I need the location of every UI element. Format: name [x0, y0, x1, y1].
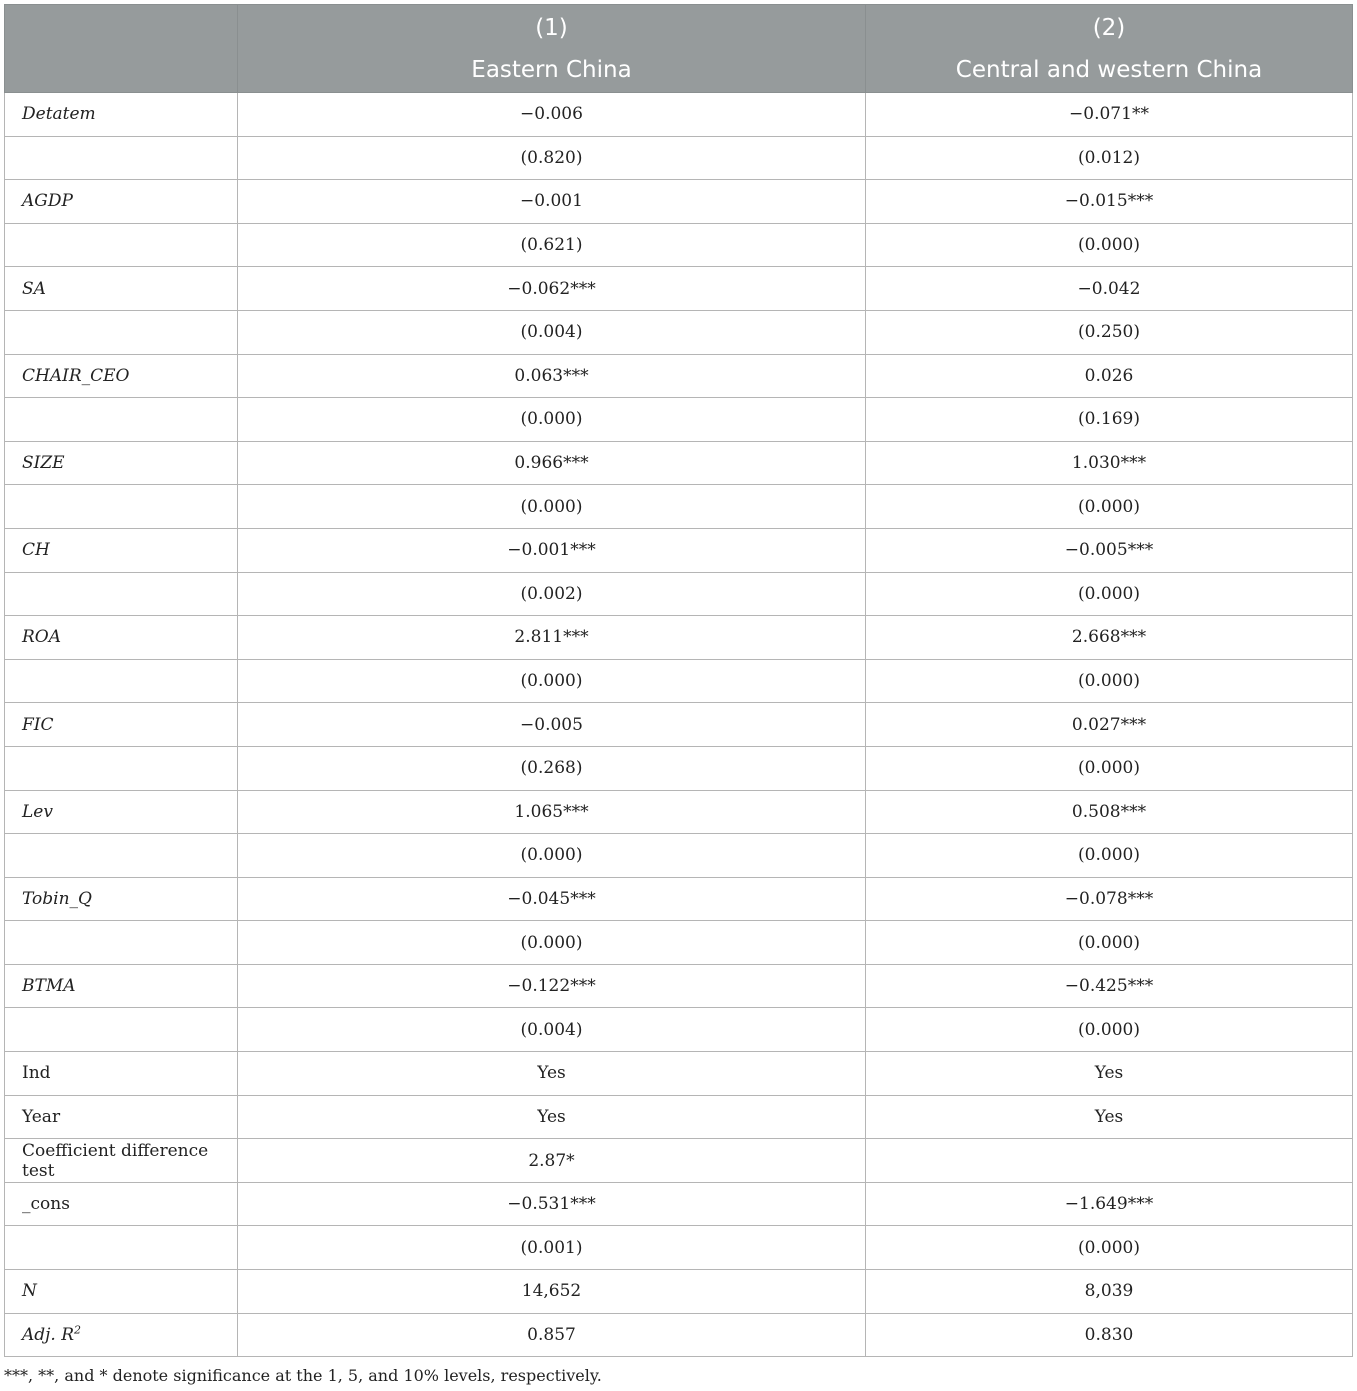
- row-value-col2: 0.830: [866, 1313, 1353, 1357]
- row-label: [5, 659, 238, 703]
- table-row: [5, 1270, 1353, 1314]
- table-row: [5, 572, 1353, 616]
- row-label: [5, 1226, 238, 1270]
- row-value-col2: −0.425***: [866, 964, 1353, 1008]
- row-value-col1: −0.062***: [238, 267, 866, 311]
- table-row: [5, 310, 1353, 354]
- row-label: SIZE: [5, 441, 238, 485]
- row-label: Coefficient difference test: [5, 1139, 238, 1183]
- table-row: [5, 1139, 1353, 1183]
- table-row: [5, 921, 1353, 965]
- header-column-1: [238, 5, 866, 93]
- row-value-col1: −0.006: [238, 93, 866, 137]
- table-row-adj-r2: [5, 1313, 1353, 1357]
- row-value-col2: −0.071**: [866, 93, 1353, 137]
- row-value-col1: (0.820): [238, 136, 866, 180]
- row-value-col1: 0.966***: [238, 441, 866, 485]
- row-value-col1: 0.063***: [238, 354, 866, 398]
- table-row: [5, 834, 1353, 878]
- row-label: [5, 1313, 238, 1357]
- row-value-col1: 2.811***: [238, 616, 866, 660]
- table-row: [5, 1226, 1353, 1270]
- row-value-col1: −0.005: [238, 703, 866, 747]
- row-value-col2: (0.000): [866, 746, 1353, 790]
- row-value-col2: −0.015***: [866, 180, 1353, 224]
- row-value-col1: (0.002): [238, 572, 866, 616]
- row-label: Ind: [5, 1052, 238, 1096]
- row-label: [5, 398, 238, 442]
- row-label: [5, 1008, 238, 1052]
- row-label: Lev: [5, 790, 238, 834]
- row-value-col1: −0.001***: [238, 528, 866, 572]
- row-label: Year: [5, 1095, 238, 1139]
- row-label: [5, 921, 238, 965]
- row-value-col1: (0.000): [238, 485, 866, 529]
- adj-r2-superscript: 2: [74, 1323, 82, 1337]
- row-label: N: [5, 1270, 238, 1314]
- row-label: [5, 572, 238, 616]
- row-value-col1: −0.122***: [238, 964, 866, 1008]
- row-value-col2: (0.000): [866, 572, 1353, 616]
- row-value-col2: −0.005***: [866, 528, 1353, 572]
- header-column-2-number: (2): [1092, 14, 1126, 41]
- row-value-col2: −0.078***: [866, 877, 1353, 921]
- row-value-col2: (0.250): [866, 310, 1353, 354]
- row-label: [5, 310, 238, 354]
- row-label: BTMA: [5, 964, 238, 1008]
- row-value-col1: (0.004): [238, 1008, 866, 1052]
- row-value-col1: −0.001: [238, 180, 866, 224]
- table-footnote: ***, **, and * denote significance at the 1, 5, and 10% levels, respectively.: [4, 1366, 602, 1385]
- table-header: [5, 5, 1353, 93]
- row-value-col1: Yes: [238, 1095, 866, 1139]
- header-column-2: [866, 5, 1353, 93]
- row-value-col1: (0.000): [238, 398, 866, 442]
- table-row: [5, 441, 1353, 485]
- row-label: AGDP: [5, 180, 238, 224]
- row-value-col2: (0.169): [866, 398, 1353, 442]
- table-row: [5, 964, 1353, 1008]
- table-body: [5, 93, 1353, 1357]
- row-value-col1: (0.621): [238, 223, 866, 267]
- row-value-col1: 0.857: [238, 1313, 866, 1357]
- row-value-col1: (0.000): [238, 921, 866, 965]
- row-label: [5, 834, 238, 878]
- table-row: [5, 659, 1353, 703]
- row-value-col2: 0.027***: [866, 703, 1353, 747]
- table-row: [5, 1182, 1353, 1226]
- table-row: [5, 398, 1353, 442]
- row-value-col1: 2.87*: [238, 1139, 866, 1183]
- row-label: Tobin_Q: [5, 877, 238, 921]
- row-label: SA: [5, 267, 238, 311]
- row-value-col1: (0.001): [238, 1226, 866, 1270]
- table-row: [5, 746, 1353, 790]
- table-row: [5, 354, 1353, 398]
- row-label: [5, 746, 238, 790]
- row-value-col2: 0.508***: [866, 790, 1353, 834]
- row-value-col2: (0.000): [866, 1008, 1353, 1052]
- row-value-col1: (0.000): [238, 834, 866, 878]
- row-value-col2: 2.668***: [866, 616, 1353, 660]
- table-row: [5, 93, 1353, 137]
- table-row: [5, 1008, 1353, 1052]
- table-row: [5, 877, 1353, 921]
- table-row: [5, 485, 1353, 529]
- row-value-col2: Yes: [866, 1095, 1353, 1139]
- row-value-col1: (0.004): [238, 310, 866, 354]
- row-value-col2: [866, 1139, 1353, 1183]
- row-value-col1: 1.065***: [238, 790, 866, 834]
- table-row: [5, 1095, 1353, 1139]
- row-value-col2: (0.000): [866, 921, 1353, 965]
- row-value-col1: (0.268): [238, 746, 866, 790]
- row-value-col1: Yes: [238, 1052, 866, 1096]
- header-column-2-name: Central and western China: [955, 56, 1263, 83]
- row-value-col2: 8,039: [866, 1270, 1353, 1314]
- row-value-col2: 0.026: [866, 354, 1353, 398]
- row-label: [5, 223, 238, 267]
- row-label: CHAIR_CEO: [5, 354, 238, 398]
- row-value-col2: (0.000): [866, 834, 1353, 878]
- header-column-1-name: Eastern China: [471, 56, 632, 83]
- row-value-col2: (0.000): [866, 223, 1353, 267]
- row-label: _cons: [5, 1182, 238, 1226]
- row-label: [5, 485, 238, 529]
- adj-r2-label: Adj. R: [22, 1324, 75, 1345]
- table-row: [5, 616, 1353, 660]
- row-label: CH: [5, 528, 238, 572]
- row-value-col1: (0.000): [238, 659, 866, 703]
- table-row: [5, 136, 1353, 180]
- row-value-col2: −0.042: [866, 267, 1353, 311]
- regression-table: [4, 4, 1353, 1357]
- table-row: [5, 703, 1353, 747]
- row-value-col2: (0.012): [866, 136, 1353, 180]
- row-value-col1: 14,652: [238, 1270, 866, 1314]
- row-value-col1: −0.531***: [238, 1182, 866, 1226]
- row-label: [5, 136, 238, 180]
- table-row: [5, 223, 1353, 267]
- row-value-col2: (0.000): [866, 485, 1353, 529]
- row-label: FIC: [5, 703, 238, 747]
- table-row: [5, 180, 1353, 224]
- header-variable-cell: [5, 5, 238, 93]
- header-column-1-number: (1): [535, 14, 568, 41]
- row-label: Detatem: [5, 93, 238, 137]
- row-value-col2: (0.000): [866, 659, 1353, 703]
- table-row: [5, 1052, 1353, 1096]
- table-row: [5, 267, 1353, 311]
- table-row: [5, 790, 1353, 834]
- table-row: [5, 528, 1353, 572]
- row-value-col2: −1.649***: [866, 1182, 1353, 1226]
- row-value-col2: (0.000): [866, 1226, 1353, 1270]
- row-value-col1: −0.045***: [238, 877, 866, 921]
- row-value-col2: 1.030***: [866, 441, 1353, 485]
- row-value-col2: Yes: [866, 1052, 1353, 1096]
- row-label: ROA: [5, 616, 238, 660]
- regression-table-container: [4, 4, 1352, 1357]
